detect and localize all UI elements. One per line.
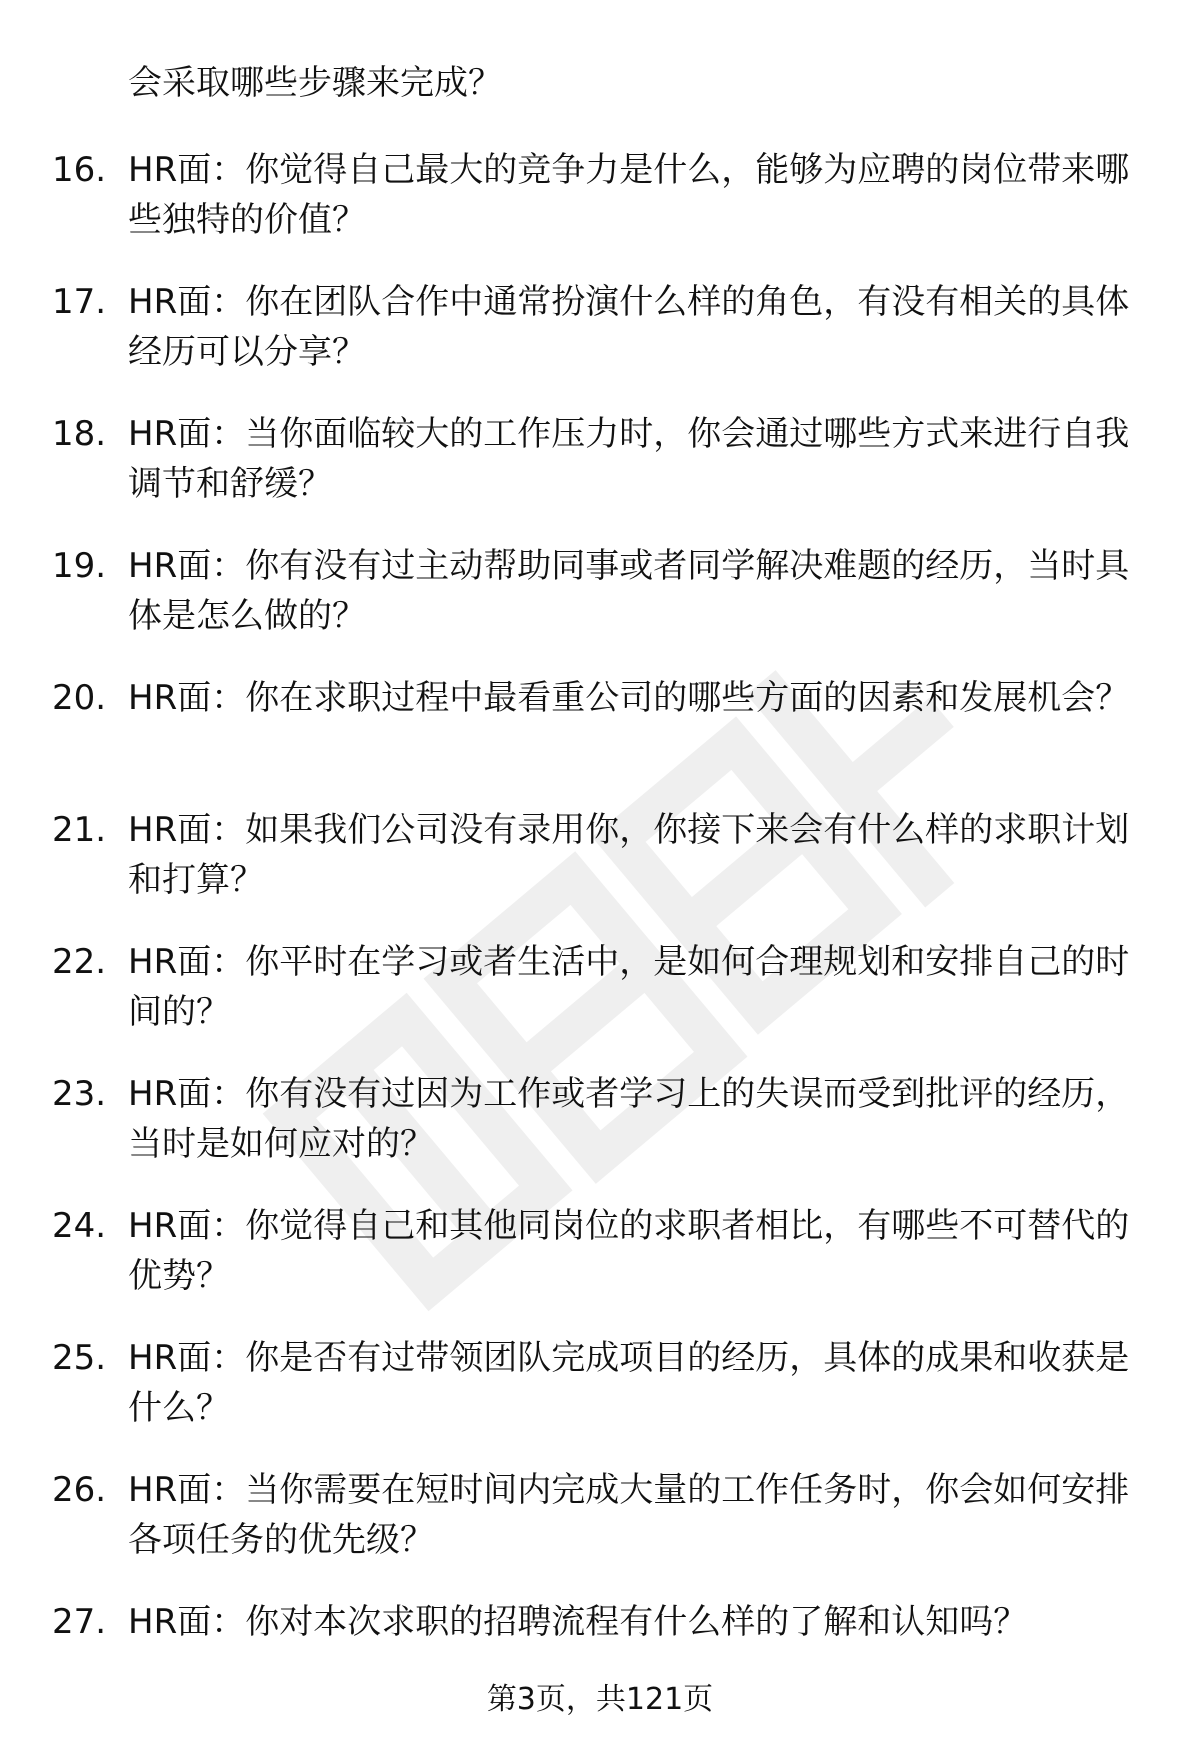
list-item bbox=[0, 805, 1200, 937]
item-text: HR面：你平时在学习或者生活中，是如何合理规划和安排自己的时间的？ bbox=[128, 942, 1130, 1032]
question-list bbox=[0, 145, 1200, 1729]
item-number: 23. bbox=[52, 1074, 107, 1114]
item-number: 16. bbox=[52, 150, 107, 190]
item-text: HR面：你对本次求职的招聘流程有什么样的了解和认知吗？ bbox=[128, 1602, 1028, 1642]
page-footer: 第3页，共121页 bbox=[486, 1682, 714, 1717]
continuation-text: 会采取哪些步骤来完成？ bbox=[128, 63, 502, 103]
item-text: HR面：你觉得自己最大的竞争力是什么，能够为应聘的岗位带来哪些独特的价值？ bbox=[128, 150, 1130, 240]
list-item bbox=[0, 409, 1200, 541]
item-text: HR面：你在求职过程中最看重公司的哪些方面的因素和发展机会？ bbox=[128, 678, 1130, 718]
item-number: 17. bbox=[52, 282, 107, 322]
list-item bbox=[0, 1333, 1200, 1465]
list-item bbox=[0, 1069, 1200, 1201]
list-item bbox=[0, 145, 1200, 277]
item-number: 18. bbox=[52, 414, 107, 454]
item-number: 26. bbox=[52, 1470, 107, 1510]
item-text: HR面：当你需要在短时间内完成大量的工作任务时，你会如何安排各项任务的优先级？ bbox=[128, 1470, 1130, 1560]
item-number: 27. bbox=[52, 1602, 107, 1642]
item-text: HR面：你有没有过因为工作或者学习上的失误而受到批评的经历，当时是如何应对的？ bbox=[128, 1074, 1130, 1164]
list-item bbox=[0, 277, 1200, 409]
item-number: 19. bbox=[52, 546, 107, 586]
list-item bbox=[0, 673, 1200, 805]
list-item bbox=[0, 937, 1200, 1069]
item-text: HR面：你觉得自己和其他同岗位的求职者相比，有哪些不可替代的优势？ bbox=[128, 1206, 1130, 1296]
item-text: HR面：你有没有过主动帮助同事或者同学解决难题的经历，当时具体是怎么做的？ bbox=[128, 546, 1130, 636]
item-text: HR面：你是否有过带领团队完成项目的经历，具体的成果和收获是什么？ bbox=[128, 1338, 1130, 1428]
item-text: HR面：如果我们公司没有录用你，你接下来会有什么样的求职计划和打算？ bbox=[128, 810, 1130, 900]
item-text: HR面：你在团队合作中通常扮演什么样的角色，有没有相关的具体经历可以分享？ bbox=[128, 282, 1130, 372]
list-item bbox=[0, 1201, 1200, 1333]
item-number: 24. bbox=[52, 1206, 107, 1246]
item-number: 21. bbox=[52, 810, 107, 850]
list-item bbox=[0, 541, 1200, 673]
list-item bbox=[0, 1465, 1200, 1597]
item-text: HR面：当你面临较大的工作压力时，你会通过哪些方式来进行自我调节和舒缓？ bbox=[128, 414, 1130, 504]
item-number: 22. bbox=[52, 942, 107, 982]
item-number: 25. bbox=[52, 1338, 107, 1378]
item-number: 20. bbox=[52, 678, 107, 718]
